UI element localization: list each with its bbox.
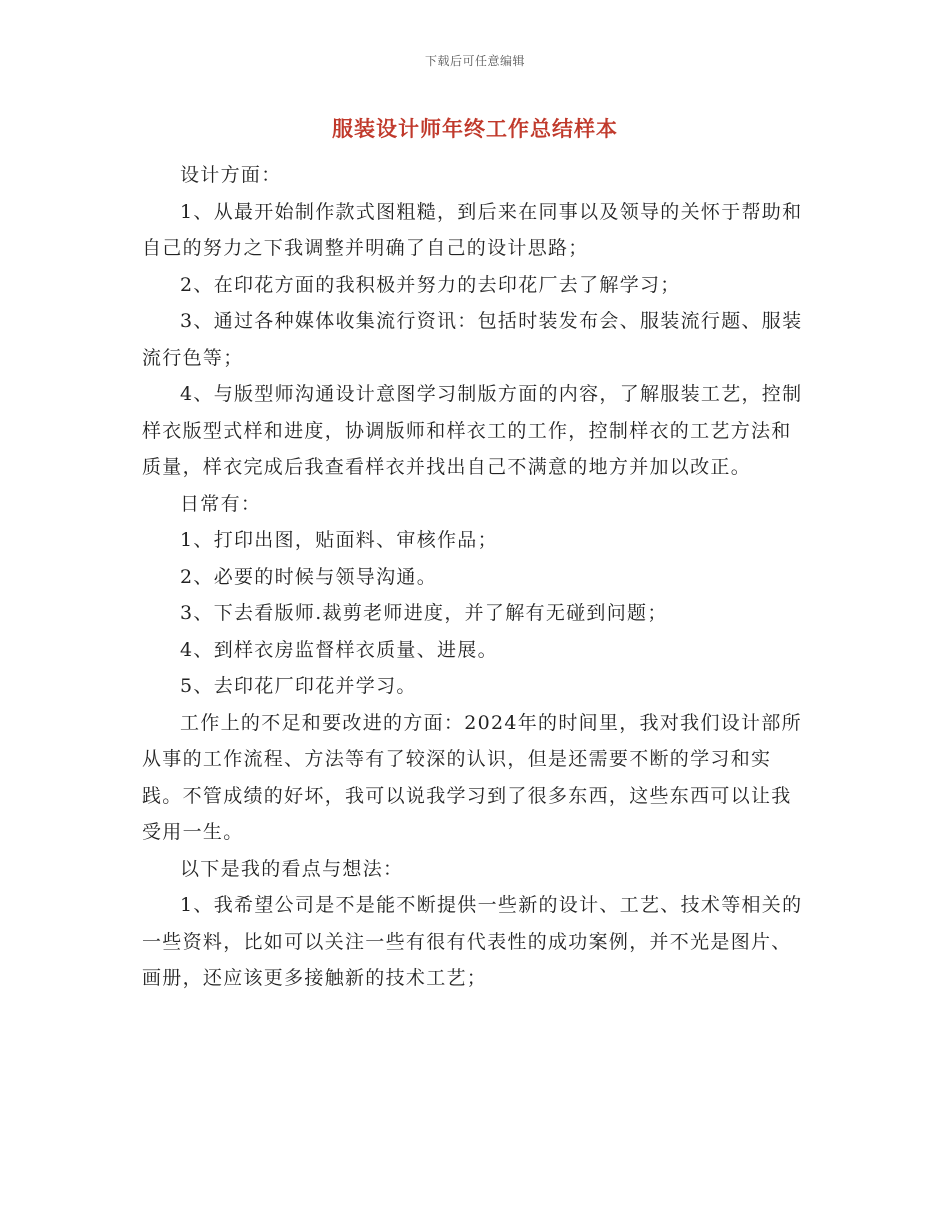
- paragraph: 以下是我的看点与想法：: [180, 857, 404, 880]
- paragraph: 2、必要的时候与领导沟通。: [180, 565, 437, 588]
- paragraph: 5、去印花厂印花并学习。: [180, 675, 417, 697]
- paragraph: 工作上的不足和要改进的方面：2024年的时间里，我对我们设计部所从事的工作流程、方法等有了较深的认识，但是还需要不断的学习和实践。不管成绩的好坏，我可以说我学习到了很多东西，这些东西可以让我受用一生。: [142, 711, 802, 843]
- document-title: 服装设计师年终工作总结样本: [332, 116, 618, 141]
- paragraph: 1、从最开始制作款式图粗糙，到后来在同事以及领导的关怀于帮助和自己的努力之下我调整并明确了自己的设计思路；: [142, 200, 803, 259]
- paragraph: 设计方面：: [180, 164, 282, 186]
- header-note: 下载后可任意编辑: [424, 54, 525, 68]
- paragraph: 1、我希望公司是不是能不断提供一些新的设计、工艺、技术等相关的一些资料，比如可以关注一些有很有代表性的成功案例，并不光是图片、画册，还应该更多接触新的技术工艺；: [142, 894, 803, 989]
- paragraph: 1、打印出图，贴面料、审核作品；: [180, 529, 498, 551]
- paragraph: 4、与版型师沟通设计意图学习制版方面的内容，了解服装工艺，控制样衣版型式样和进度，协调版师和样衣工的工作，控制样衣的工艺方法和质量，样衣完成后我查看样衣并找出自己不满意的地方并加以改正。: [142, 383, 803, 478]
- paragraph: 日常有：: [180, 492, 262, 515]
- paragraph: 3、通过各种媒体收集流行资讯：包括时装发布会、服装流行题、服装流行色等；: [142, 310, 803, 369]
- paragraph: 2、在印花方面的我积极并努力的去印花厂去了解学习；: [180, 273, 681, 296]
- paragraph: 3、下去看版师.裁剪老师进度，并了解有无碰到问题；: [180, 602, 668, 624]
- paragraph: 4、到样衣房监督样衣质量、进展。: [180, 638, 498, 661]
- document-body: [142, 157, 810, 997]
